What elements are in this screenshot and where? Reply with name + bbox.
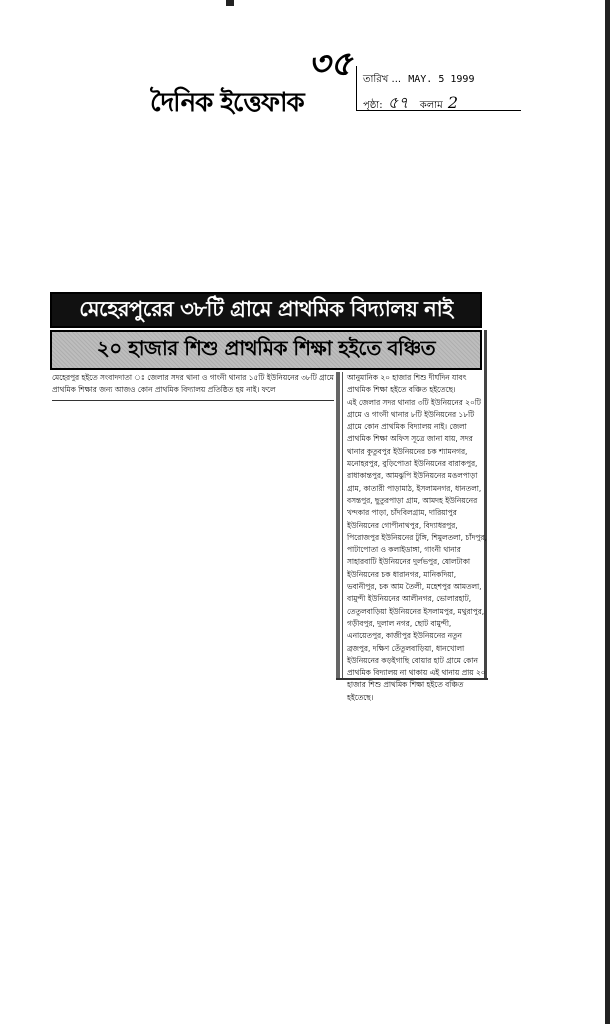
page-edge-top bbox=[226, 0, 234, 6]
stamp-page-label: পৃষ্ঠা bbox=[363, 100, 380, 111]
stamp-page-value: ৫৭ bbox=[387, 93, 409, 112]
article-body-paragraph: আনুমানিক ২০ হাজার শিশু দীর্ঘদিন যাবৎ প্রাথমিক শিক্ষা হইতে বঞ্চিত হইতেছে। bbox=[347, 373, 467, 395]
article-body-paragraph: এই জেলার সদর থানার ৩টি ইউনিয়নের ২০টি গ্রামে ও গাংনী থানার ৮টি ইউনিয়নের ১৮টি গ্রামে কোন প্রাথমিক বিদ্যালয় নাই। জেলা প্রাথমিক শিক্ষা অফিস সূত্রে জানা যায়, সদর থানার কুতুবপুর ইউনিয়নের চক শ্যামনগর, মনোহরপুর, বুড়িপোতা ইউনিয়নের বারাকপুর, রাধাকান্তপুর, আমঝুপি ইউনিয়নের মঙলপাড়া গ্রাম, কাতারী পাড়ামাঠ, ইসলামনগর, ধানতলা, বসন্তপুর, ছুতুরপাড়া গ্রাম, আমদহ ইউনিয়নের খন্দকার পাড়া, চাঁদবিলগ্রাম, দারিয়াপুর ইউনিয়নের গোপীনাথপুর, বিদ্যাধরপুর, পিরোজপুর ইউনিয়নের টুঙ্গি, শিমুলতলা, চাঁদপুর, পাটাপোতা ও কলাইডাঙ্গা, গাংনী থানার সাহারবাটি ইউনিয়নের দুর্লভপুর, ষোলটাকা ইউনিয়নের চক ধারানগর, মানিকদিয়া, ভবানীপুর, চক আম তৈলী, মহেশপুর আমতলা, বামুন্দী ইউনিয়নের আলীনগর, ভোলারহাট, তেতুলবাড়িয়া ইউনিয়নের ইসলামপুর, মথুরাপুর, গড়ীবপুর, দুলাল নগর, ছোট বামুন্দী, এনায়েতপুর, কাজীপুর ইউনিয়নের নতুন ব্রজপুর, দক্ষিণ তেঁতুলবাড়িয়া, ধানখোলা ইউনিয়নের কড়ইগাছি বোয়ার হাট গ্রামে কোন প্রাথমিক বিদ্যালয় না থাকায় এই থানায় প্রায় ২০ হাজার শিশু প্রাথমিক শিক্ষা হইতে বঞ্চিত হইতেছে। bbox=[347, 397, 487, 702]
stamp-date-line bbox=[363, 72, 474, 89]
stamp-page-line: পৃষ্ঠা: ৫৭ কলাম 2 bbox=[363, 93, 459, 112]
article-body-column bbox=[342, 372, 487, 702]
column-border bbox=[336, 678, 488, 680]
article-subheadline: ২০ হাজার শিশু প্রাথমিক শিক্ষা হইতে বঞ্চিত bbox=[96, 335, 436, 360]
article-headline: মেহেরপুরের ৩৮টি গ্রামে প্রাথমিক বিদ্যালয় নাই bbox=[79, 296, 453, 321]
newspaper-masthead: দৈনিক ইত্তেফাক bbox=[150, 88, 304, 118]
handwritten-page-number: ৩৫ bbox=[308, 44, 353, 84]
article-lead-column bbox=[52, 372, 334, 401]
page-edge-right bbox=[605, 0, 610, 1024]
subheadline-banner bbox=[50, 330, 482, 370]
stamp-date-value: MAY. 5 1999 bbox=[408, 74, 475, 85]
stamp-column-value: 2 bbox=[447, 93, 459, 112]
headline-banner bbox=[50, 292, 482, 328]
date-page-stamp bbox=[356, 66, 521, 111]
stamp-date-label: তারিখ ... bbox=[363, 74, 402, 85]
stamp-column-label: কলাম bbox=[419, 100, 443, 111]
column-border bbox=[336, 372, 340, 680]
article-lead-paragraph: মেহেরপুর হইতে সংবাদদাতা ঃ জেলার সদর থানা ও গাংনী থানার ১৫টি ইউনিয়নের ৩৮টি গ্রামে প্রাথমিক শিক্ষার জন্য আজও কোন প্রাথমিক বিদ্যালয় প্রতিষ্ঠিত হয় নাই। ফলে bbox=[52, 373, 334, 394]
